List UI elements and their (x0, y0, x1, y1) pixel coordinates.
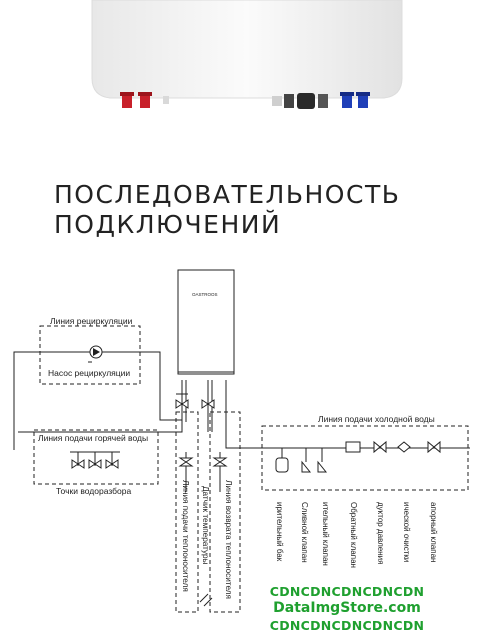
temp-sensor-label: Датчик температуры (201, 486, 210, 565)
title-line-1: ПОСЛЕДОВАТЕЛЬНОСТЬ (54, 180, 401, 209)
page-title (54, 180, 454, 240)
expansion-tank-icon (276, 458, 288, 472)
heater-box (178, 270, 234, 374)
watermark (252, 583, 442, 634)
draw-points-label: Точки водоразбора (56, 486, 132, 496)
cold-item-label: апорный клапан (429, 502, 438, 563)
cold-item-label: дуктор давления (376, 502, 385, 565)
cold-item-label: ительный клапан (321, 502, 330, 566)
hot-line-label: Линия подачи горячей воды (38, 433, 149, 443)
check-valve-icon (346, 442, 360, 452)
heater-brand: OASTROOS (192, 292, 218, 297)
heater-photo (0, 0, 493, 120)
cold-line-fittings (276, 442, 440, 472)
cold-item-label: ической очистки (402, 502, 411, 563)
hot-pipe (18, 380, 182, 432)
title-line-2: ПОДКЛЮЧЕНИЙ (54, 210, 282, 239)
cold-item-label: Обратный клапан (349, 502, 358, 568)
cold-item-label: Сливной клапан (300, 502, 309, 563)
cold-line-label: Линия подачи холодной воды (318, 414, 435, 424)
watermark-cdn-line: CDNCDNCDNCDNCDN (269, 618, 425, 633)
cold-item-label: ирительный бак (275, 502, 284, 562)
heating-valves (180, 458, 226, 466)
watermark-site: DataImgStore.com (273, 600, 421, 616)
heating-supply-label: Линия подачи теплоносителя (181, 480, 190, 592)
filter-icon (398, 442, 410, 452)
recirc-line-label: Линия рециркуляции (50, 316, 133, 326)
watermark-cdn-line: CDNCDNCDNCDNCDN (269, 584, 425, 599)
heating-return-label: Линия возврата теплоносителя (224, 480, 233, 599)
cold-line-box (262, 426, 468, 490)
recirc-pump-label: Насос рециркуляции (48, 368, 131, 378)
heater-body (92, 0, 402, 98)
